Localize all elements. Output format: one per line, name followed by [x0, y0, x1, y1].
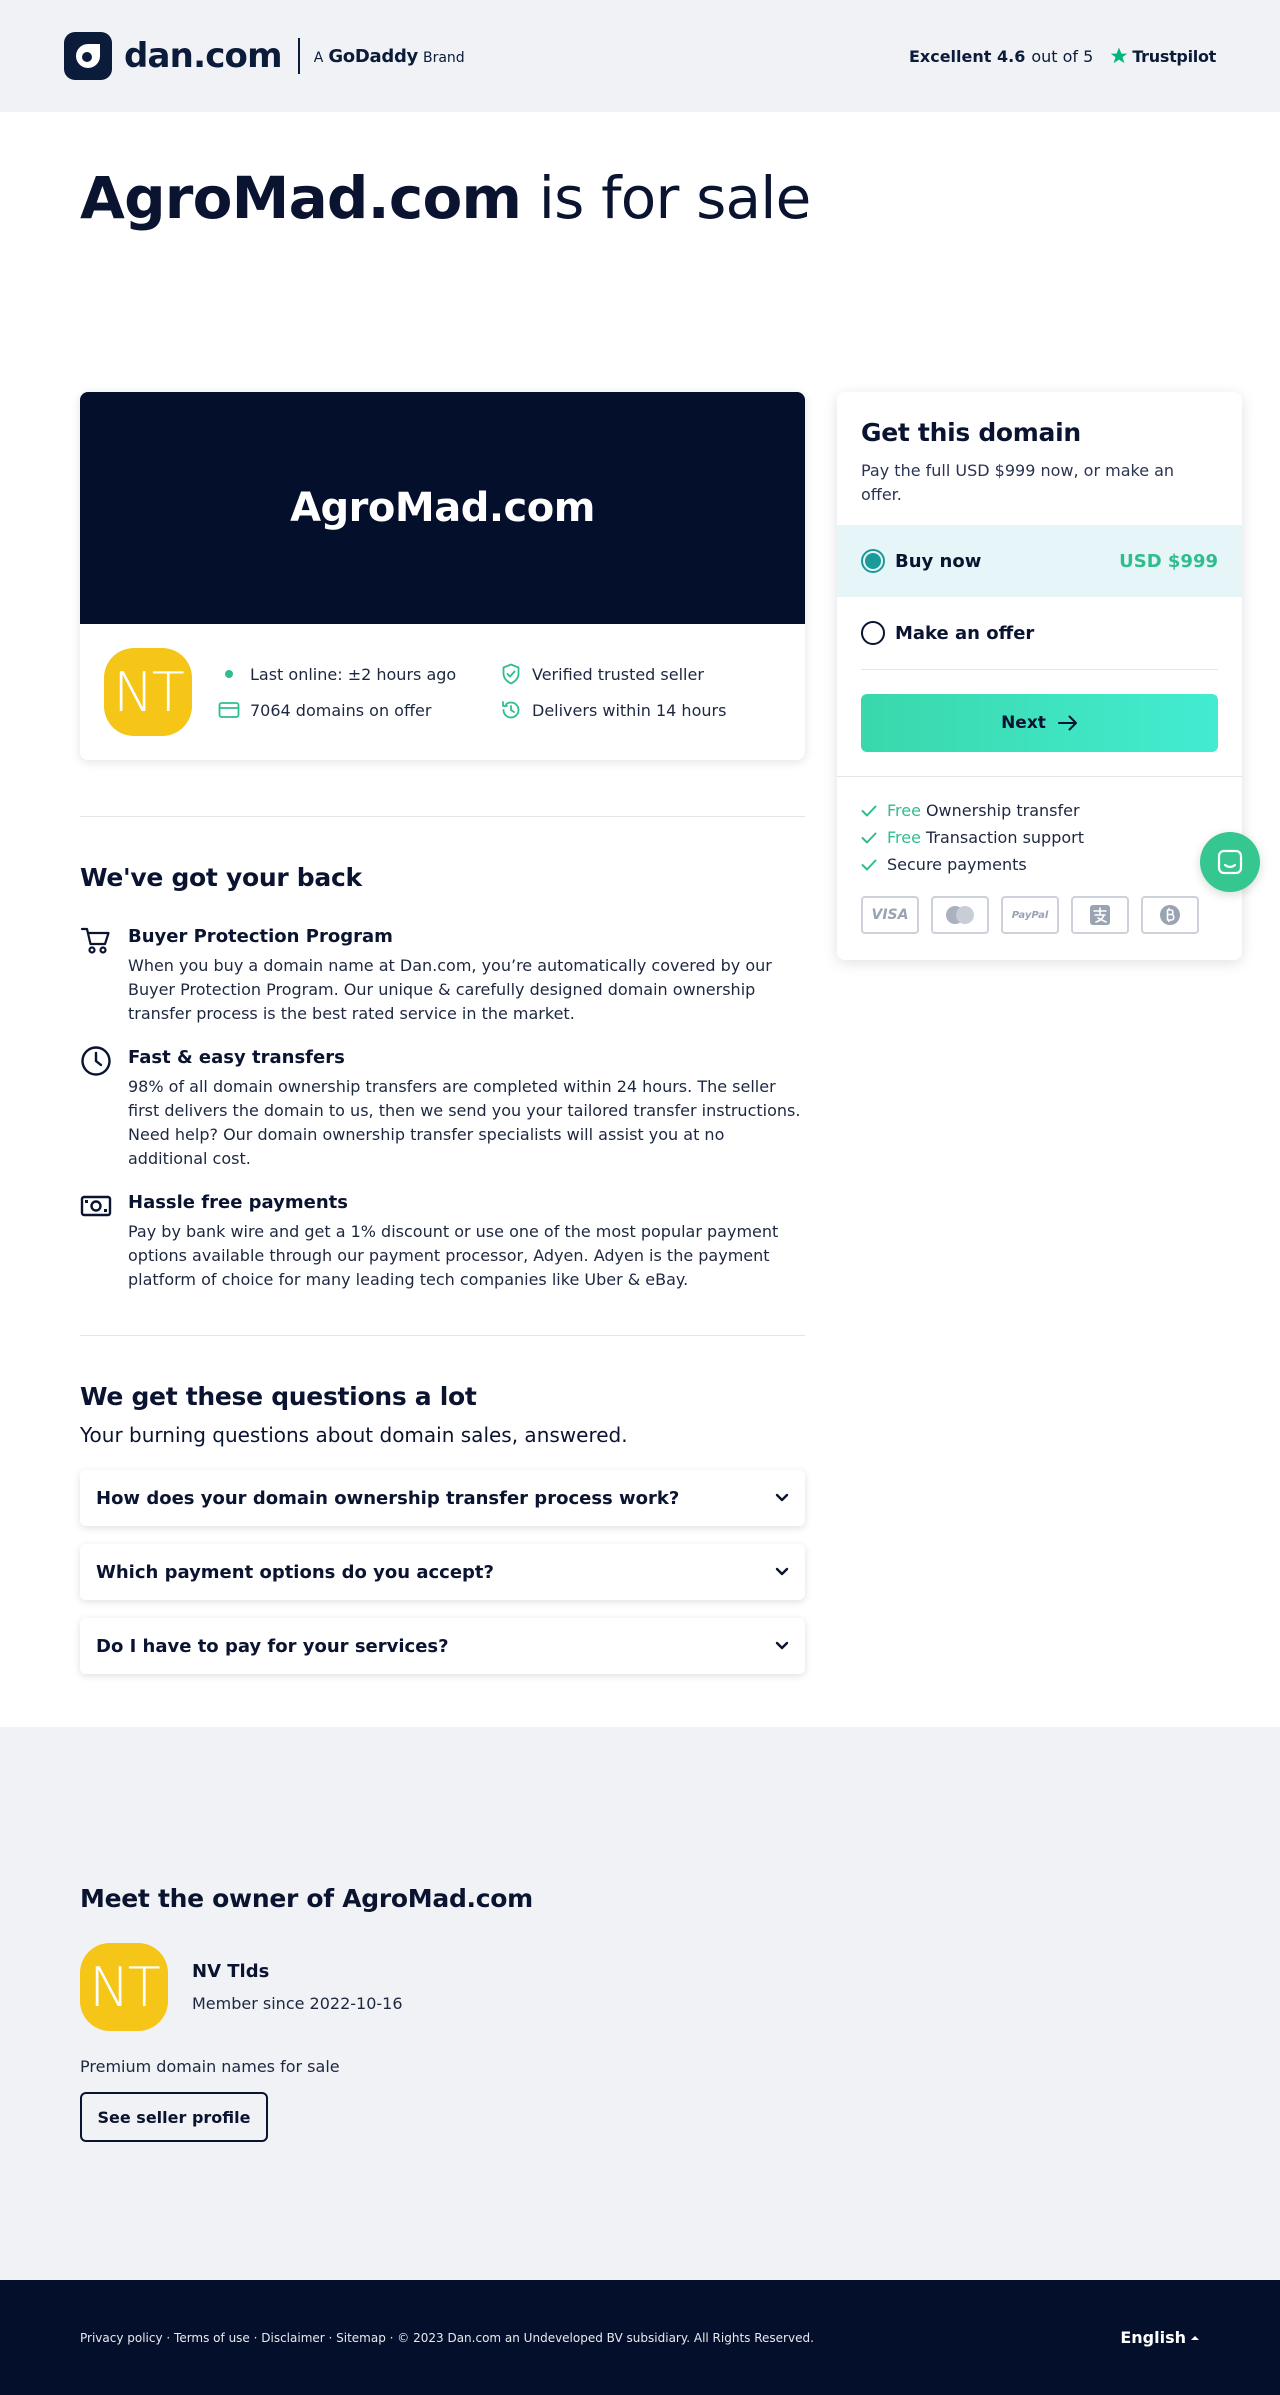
arrow-right-icon	[1058, 715, 1078, 731]
page-title	[80, 112, 1200, 234]
feature-title: Fast & easy transfers	[128, 1047, 345, 1068]
feature-item	[80, 1190, 805, 1292]
owner-row	[80, 1943, 1200, 2031]
cart-icon	[80, 924, 114, 958]
site-footer	[0, 2280, 1280, 2395]
owner-section	[0, 1727, 1280, 2280]
title-domain: AgroMad.com	[80, 164, 522, 232]
fact-text: Verified trusted seller	[532, 664, 704, 684]
buy-now-option[interactable]	[837, 525, 1242, 597]
owner-title: Meet the owner of AgroMad.com	[80, 1884, 533, 1913]
perks-list	[837, 777, 1242, 960]
chevron-down-icon	[775, 1641, 789, 1651]
bitcoin-icon	[1141, 896, 1199, 934]
feature-title: Hassle free payments	[128, 1192, 348, 1213]
feature-item	[80, 1045, 805, 1171]
fact-last-online	[218, 663, 500, 685]
online-dot-icon	[218, 663, 240, 685]
brand[interactable]	[64, 32, 465, 80]
money-icon	[80, 1190, 114, 1224]
purchase-card	[837, 392, 1242, 960]
faq-section	[80, 1382, 805, 1674]
mastercard-icon	[931, 896, 989, 934]
buy-now-price: USD $999	[1119, 550, 1218, 572]
fact-text: 7064 domains on offer	[250, 700, 432, 720]
perk-text: Ownership transfer	[925, 801, 1080, 820]
owner-info	[192, 1961, 403, 2013]
owner-since: Member since 2022-10-16	[192, 1994, 403, 2013]
purchase-column	[837, 392, 1242, 960]
caret-up-icon	[1190, 2334, 1200, 2342]
fact-domains	[218, 699, 500, 721]
faq-item[interactable]	[80, 1544, 805, 1600]
chat-icon	[1216, 848, 1244, 876]
language-selector[interactable]	[1120, 2328, 1200, 2347]
feature-title: Buyer Protection Program	[128, 926, 393, 947]
faq-item[interactable]	[80, 1470, 805, 1526]
buyer-protection-section	[80, 863, 805, 1292]
free-label: Free	[887, 801, 921, 820]
trustpilot-logo	[1109, 46, 1216, 66]
trust-name: Trustpilot	[1132, 46, 1216, 66]
footer-legal[interactable]: Privacy policy · Terms of use · Disclaimer · Sitemap · © 2023 Dan.com an Undeveloped BV subsidiary. All Rights Reserved.	[80, 2330, 814, 2345]
fact-text: Last online: ±2 hours ago	[250, 664, 457, 684]
perk-item	[861, 828, 1218, 847]
language-label: English	[1120, 2328, 1186, 2347]
seller-avatar: NT	[104, 648, 192, 736]
paypal-icon: PayPal	[1001, 896, 1059, 934]
star-icon	[1109, 46, 1129, 66]
feature-text: Pay by bank wire and get a 1% discount or use one of the most popular payment options available through our payment processor, Adyen. Adyen is the payment platform of choice for many leading tech companies like Uber & eBay.	[128, 1222, 779, 1289]
free-label: Free	[887, 828, 921, 847]
fact-verified	[500, 663, 750, 685]
owner-description: Premium domain names for sale	[80, 2057, 340, 2076]
clock-icon	[80, 1045, 114, 1079]
alipay-icon	[1071, 896, 1129, 934]
check-icon	[861, 832, 877, 844]
faq-item[interactable]	[80, 1618, 805, 1674]
section-title: We get these questions a lot	[80, 1382, 477, 1411]
check-icon	[861, 805, 877, 817]
trustpilot-rating[interactable]	[909, 46, 1216, 66]
buy-now-radio[interactable]	[861, 549, 885, 573]
fact-text: Delivers within 14 hours	[532, 700, 727, 720]
site-header	[0, 0, 1280, 112]
dan-logo-icon	[64, 32, 112, 80]
feature-text: 98% of all domain ownership transfers are completed within 24 hours. The seller first delivers the domain to us, then we send you your tailored transfer instructions. Need help? Our domain ownership transfer specialists will assist you at no additional cost.	[128, 1077, 801, 1168]
purchase-title: Get this domain	[861, 418, 1081, 447]
make-offer-option[interactable]	[837, 597, 1242, 669]
chat-button[interactable]	[1200, 832, 1260, 892]
faq-question: How does your domain ownership transfer process work?	[96, 1487, 680, 1509]
chevron-down-icon	[775, 1567, 789, 1577]
payment-methods	[861, 896, 1218, 934]
buy-now-label: Buy now	[895, 550, 982, 572]
brand-name: GoDaddy	[328, 45, 418, 67]
purchase-header	[837, 392, 1242, 525]
next-wrap	[837, 670, 1242, 776]
card-icon	[218, 699, 240, 721]
logo-text: dan.com	[124, 36, 282, 76]
section-divider	[80, 1335, 805, 1336]
next-button[interactable]	[861, 694, 1218, 752]
see-seller-profile-button[interactable]: See seller profile	[80, 2092, 268, 2142]
feature-item	[80, 924, 805, 1026]
perk-text: Transaction support	[925, 828, 1084, 847]
brand-divider	[298, 38, 300, 74]
trust-outof: out of 5	[1031, 46, 1094, 66]
section-title: We've got your back	[80, 863, 362, 892]
visa-icon: VISA	[861, 896, 919, 934]
perk-text: Secure payments	[887, 855, 1027, 874]
seller-facts	[218, 663, 750, 721]
faq-question: Which payment options do you accept?	[96, 1561, 494, 1583]
domain-hero: AgroMad.com	[80, 392, 805, 624]
make-offer-label: Make an offer	[895, 622, 1035, 644]
main-content	[0, 112, 1280, 1727]
faq-question: Do I have to pay for your services?	[96, 1635, 449, 1657]
make-offer-radio[interactable]	[861, 621, 885, 645]
history-icon	[500, 699, 522, 721]
godaddy-brand	[314, 46, 465, 67]
brand-prefix: A	[313, 49, 324, 66]
title-rest: is for sale	[538, 164, 811, 232]
seller-strip	[80, 624, 805, 760]
domain-card	[80, 392, 805, 760]
perk-item	[861, 855, 1218, 874]
brand-suffix: Brand	[422, 49, 465, 66]
fact-delivers	[500, 699, 750, 721]
check-icon	[861, 859, 877, 871]
purchase-subtitle: Pay the full USD $999 now, or make an offer.	[861, 461, 1175, 504]
shield-check-icon	[500, 663, 522, 685]
chevron-down-icon	[775, 1493, 789, 1503]
feature-text: When you buy a domain name at Dan.com, you’re automatically covered by our Buyer Protection Program. Our unique & carefully designed domain ownership transfer process is the best rated service in the market.	[128, 956, 772, 1023]
faq-subtitle: Your burning questions about domain sales, answered.	[80, 1423, 628, 1447]
owner-avatar: NT	[80, 1943, 168, 2031]
section-divider	[80, 816, 805, 817]
owner-name: NV Tlds	[192, 1961, 270, 1982]
feature-list	[80, 924, 805, 1292]
next-label: Next	[1001, 713, 1046, 733]
left-column	[80, 392, 805, 1692]
trust-rating: Excellent 4.6	[908, 46, 1026, 66]
perk-item	[861, 801, 1218, 820]
